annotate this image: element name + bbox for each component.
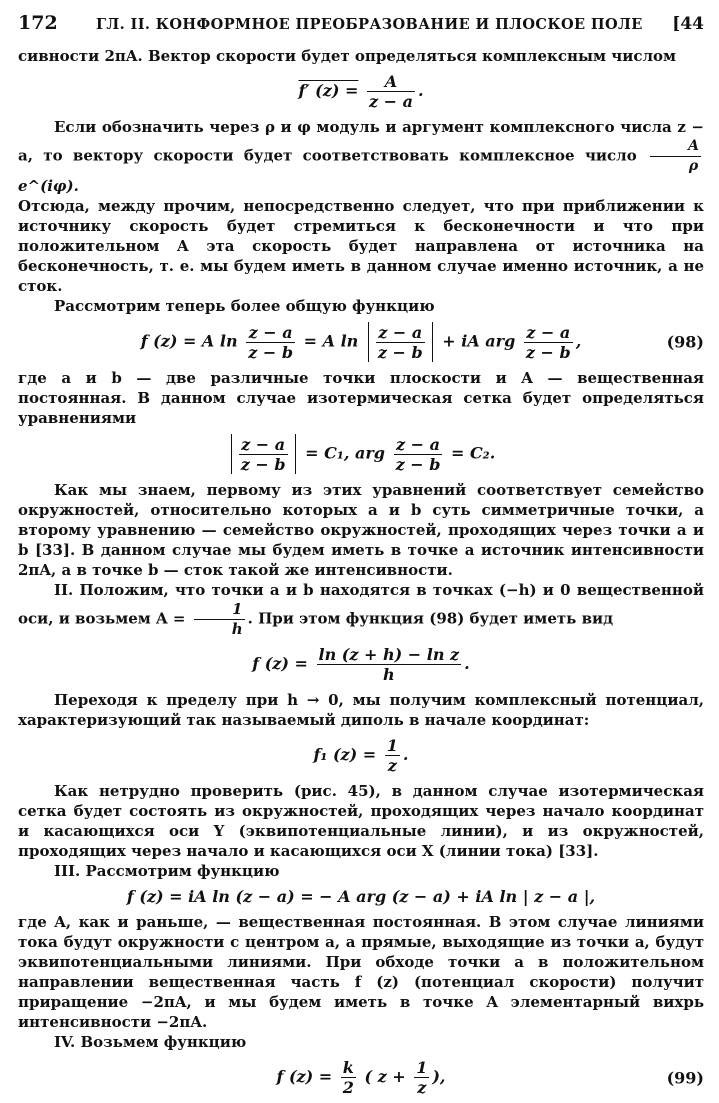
paragraph: Отсюда, между прочим, непосредственно следует, что при приближении к источнику скорость будет стремиться к бесконечности и что при положительном A эта скорость будет направлена от источника на бесконечность, т. е. мы будем иметь в данном случае именно источник, а не сток.	[18, 197, 704, 295]
eq-lhs: f (z) =	[276, 1067, 333, 1086]
book-page	[18, 10, 704, 1103]
eq-part: ( z +	[364, 1067, 406, 1086]
paragraph: III. Рассмотрим функцию	[54, 862, 280, 880]
fraction	[367, 72, 415, 111]
fraction	[394, 435, 443, 474]
numerator: z − a	[376, 323, 425, 343]
eq-part: ),	[432, 1067, 446, 1086]
abs-bar	[295, 434, 296, 474]
equation-98	[18, 322, 704, 362]
eq-lhs: f′ (z) =	[298, 81, 359, 100]
eq-tail: .	[464, 654, 470, 673]
fraction	[650, 137, 701, 176]
section-number: [44	[672, 14, 704, 34]
paragraph: Как нетрудно проверить (рис. 45), в данном случае изотермическая сетка будет состоять из окружностей, проходящих через начало координат и касающихся оси Y (эквипотенциальные линии), и из окружностей, проходящих через начало и касающихся оси X (линии тока) [33].	[18, 782, 704, 860]
denominator: h	[383, 665, 395, 684]
exponent-expr: e^(iφ).	[18, 177, 79, 195]
numerator: z − a	[524, 323, 573, 343]
fraction	[414, 1058, 429, 1097]
denominator: z − b	[248, 342, 294, 362]
paragraph-text: Если обозначить через ρ и φ модуль и аргумент комплексного числа z − a, то вектору скорости будет соответствовать комплексное число	[18, 118, 704, 165]
numerator: z − a	[394, 435, 443, 455]
denominator: ρ	[688, 158, 699, 174]
paragraph: сивности 2πA. Вектор скорости будет определяться комплексным числом	[18, 47, 677, 65]
denominator: z − b	[377, 342, 423, 362]
equation-dipole	[18, 736, 704, 775]
paragraph-with-expression	[18, 117, 704, 196]
fraction	[376, 323, 425, 362]
denominator: z	[417, 1078, 427, 1097]
denominator: z − a	[368, 92, 413, 111]
paragraph: Как мы знаем, первому из этих уравнений соответствует семейство окружностей, относительно которых a и b суть симметричные точки, а второму уравнению — семейство окружностей, проходящих через точки a и b [33]. В данном случае мы будем иметь в точке a источник интенсивности 2πA, а в точке b — сток такой же интенсивности.	[18, 481, 704, 579]
paragraph: IV. Возьмем функцию	[54, 1033, 247, 1051]
equation-number: (99)	[666, 1068, 704, 1087]
eq-lhs: f₁ (z) =	[313, 745, 377, 764]
equation-99	[18, 1058, 704, 1097]
eq-tail: .	[402, 745, 409, 764]
fraction	[524, 323, 573, 362]
numerator: z − a	[246, 323, 295, 343]
fraction	[194, 600, 245, 639]
eq-part: = C₂.	[450, 443, 496, 463]
eq-part: ,	[575, 331, 582, 351]
equation-number: (98)	[666, 332, 704, 352]
eq-lhs: f (z) =	[252, 654, 308, 673]
numerator: 1	[194, 600, 245, 620]
abs-bar	[432, 322, 433, 362]
page-number: 172	[18, 12, 58, 34]
paragraph-text: II. Положим, что точки a и b находятся в точках (−h) и 0 вещественной оси, и возьмем A =	[18, 581, 704, 628]
numerator: A	[367, 72, 415, 92]
eq-tail: .	[417, 81, 424, 100]
paragraph-with-expression	[18, 580, 704, 639]
denominator: z − b	[395, 454, 441, 474]
fraction	[317, 645, 462, 684]
fraction	[385, 736, 400, 775]
paragraph: где a и b — две различные точки плоскости и A — вещественная постоянная. В данном случае изотермическая сетка будет определяться уравнениями	[18, 369, 704, 427]
fraction	[246, 323, 295, 362]
running-title: ГЛ. II. КОНФОРМНОЕ ПРЕОБРАЗОВАНИЕ И ПЛОСКОЕ ПОЛЕ	[96, 16, 643, 33]
denominator: 2	[342, 1078, 354, 1097]
abs-bar	[231, 434, 232, 474]
eq-part: = A ln	[303, 331, 359, 351]
abs-bar	[368, 322, 369, 362]
denominator: z − b	[525, 342, 571, 362]
page-header	[18, 10, 704, 46]
numerator: z − a	[239, 435, 288, 455]
paragraph: где A, как и раньше, — вещественная постоянная. В этом случае линиями тока будут окружности с центром a, а прямые, выходящие из точки a, будут эквипотенциальными линиями. При обходе точки a в положительном направлении вещественная часть f (z) (потенциал скорости) получит приращение −2πA, и мы будем иметь в точке A элементарный вихрь интенсивности −2πA.	[18, 913, 704, 1031]
numerator: k	[341, 1058, 356, 1078]
paragraph: Переходя к пределу при h → 0, мы получим комплексный потенциал, характеризующий так называемый диполь в начале координат:	[18, 691, 704, 729]
equation-level-sets	[18, 434, 704, 474]
equation-limit-form	[18, 645, 704, 684]
numerator: 1	[416, 1058, 428, 1077]
denominator: z − b	[240, 454, 286, 474]
paragraph: Рассмотрим теперь более общую функцию	[54, 297, 435, 315]
fraction	[341, 1058, 356, 1097]
numerator: 1	[386, 736, 398, 755]
eq-part: = C₁, arg	[305, 443, 385, 463]
equation-velocity	[18, 72, 704, 111]
fraction	[239, 435, 288, 474]
numerator: A	[650, 137, 701, 157]
eq-part: + iA arg	[442, 331, 516, 351]
paragraph-text: . При этом функция (98) будет иметь вид	[247, 609, 614, 628]
equation-vortex: f (z) = iA ln (z − a) = − A arg (z − a) + iA ln | z − a |,	[126, 887, 596, 906]
eq-part: f (z) = A ln	[140, 331, 238, 351]
denominator: h	[231, 620, 243, 638]
denominator: z	[387, 756, 397, 775]
numerator: ln (z + h) − ln z	[318, 645, 460, 664]
